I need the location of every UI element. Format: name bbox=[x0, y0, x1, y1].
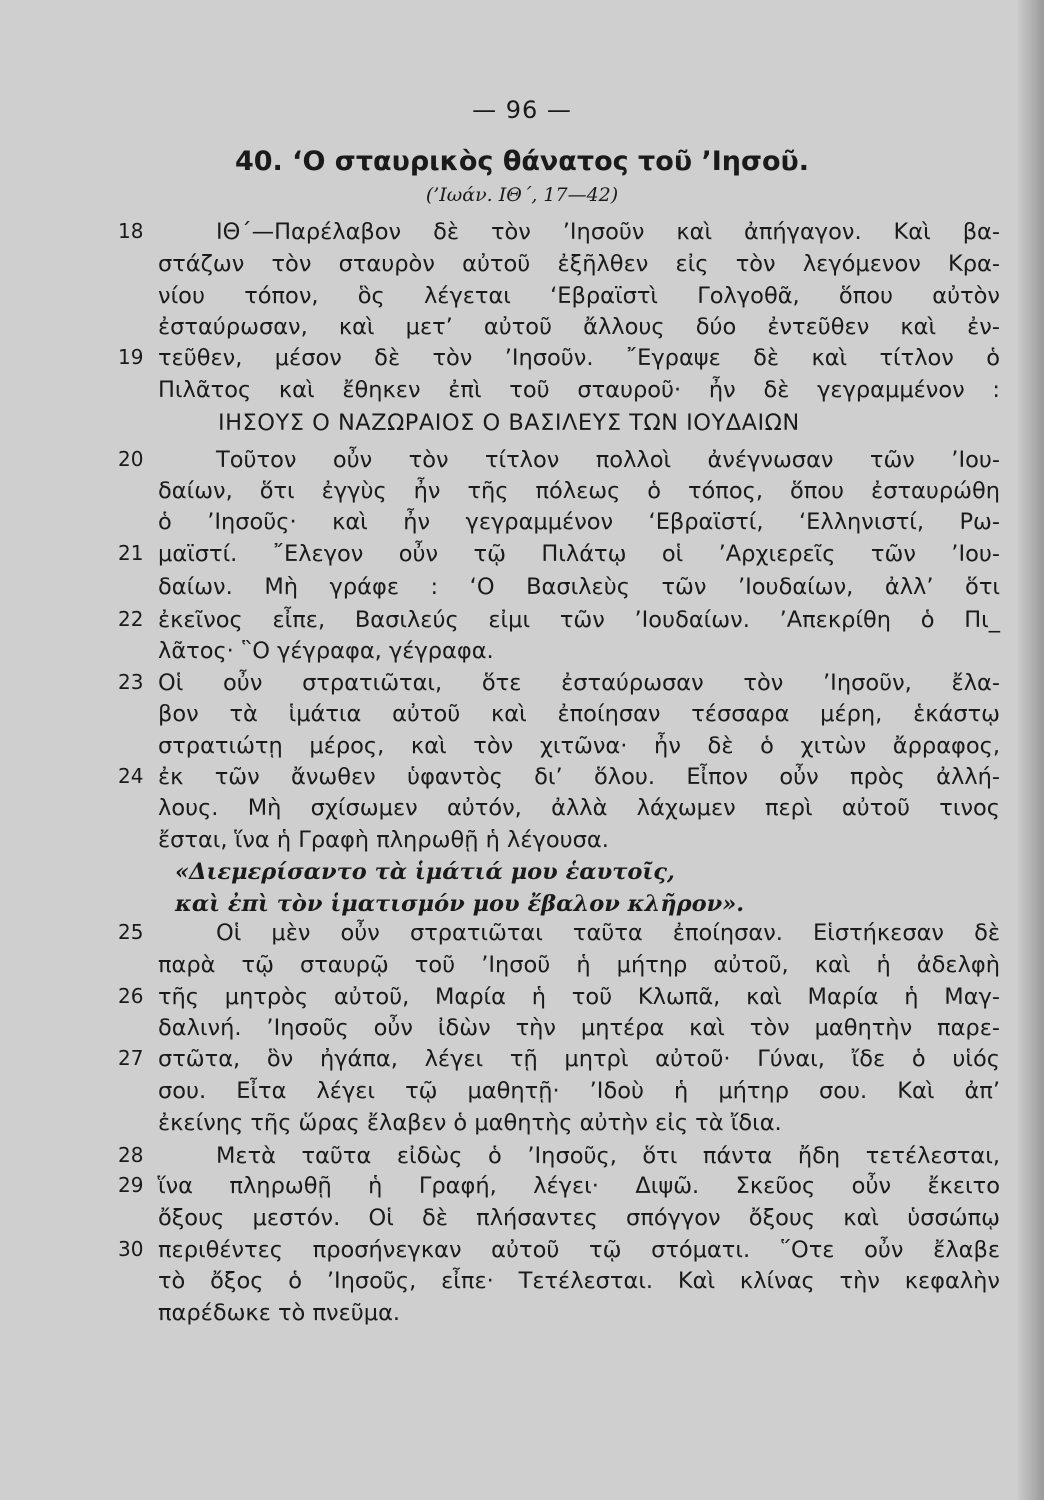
verse-number: 24 bbox=[118, 764, 144, 788]
text-line: περιθέντες προσήνεγκαν αὐτοῦ τῷ στόματι. ῞Οτε οὖν ἔλαβε bbox=[158, 1237, 1000, 1263]
text-line: βον τὰ ἱμάτια αὐτοῦ καὶ ἐποίησαν τέσσαρα μέρη, ἑκάστῳ bbox=[158, 701, 1000, 727]
text-line: δαλινή. ’Ιησοῦς οὖν ἰδὼν τὴν μητέρα καὶ τὸν μαθητὴν παρε- bbox=[158, 1015, 1000, 1041]
text-line: Μετὰ ταῦτα εἰδὼς ὁ ’Ιησοῦς, ὅτι πάντα ἤδη τετέλεσται, bbox=[216, 1143, 1000, 1169]
text-line: ἐκείνης τῆς ὥρας ἔλαβεν ὁ μαθητὴς αὐτὴν εἰς τὰ ἴδια. bbox=[158, 1110, 782, 1136]
text-line: ἐκ τῶν ἄνωθεν ὑφαντὸς δι’ ὅλου. Εἶπον οὖν πρὸς ἀλλή- bbox=[158, 764, 1000, 790]
verse-number: 19 bbox=[118, 345, 144, 369]
text-line: στῶτα, ὃν ἠγάπα, λέγει τῇ μητρὶ αὐτοῦ· Γύναι, ἴδε ὁ υἱός bbox=[158, 1046, 1000, 1072]
scripture-reference: (’Ιωάν. ΙΘ΄, 17—42) bbox=[425, 184, 619, 206]
text-line: λους. Μὴ σχίσωμεν αὐτόν, ἀλλὰ λάχωμεν περὶ αὐτοῦ τινος bbox=[158, 795, 1000, 821]
text-line: ΙΘ΄—Παρέλαβον δὲ τὸν ’Ιησοῦν καὶ ἀπήγαγον. Καὶ βα- bbox=[216, 219, 1000, 245]
page-edge-shadow bbox=[1018, 0, 1044, 1500]
text-line: παρὰ τῷ σταυρῷ τοῦ ’Ιησοῦ ἡ μήτηρ αὐτοῦ, καὶ ἡ ἀδελφὴ bbox=[158, 952, 1000, 978]
text-line: τὸ ὄξος ὁ ’Ιησοῦς, εἶπε· Τετέλεσται. Καὶ κλίνας τὴν κεφαλὴν bbox=[158, 1268, 1000, 1294]
verse-number: 27 bbox=[118, 1046, 144, 1070]
verse-number: 28 bbox=[118, 1143, 144, 1167]
text-line: ἐσταύρωσαν, καὶ μετ’ αὐτοῦ ἄλλους δύο ἐντεῦθεν καὶ ἐν- bbox=[158, 314, 1000, 340]
section-title: 40. ‘Ο σταυρικὸς θάνατος τοῦ ’Ιησοῦ. bbox=[234, 146, 810, 177]
verse-number: 26 bbox=[118, 984, 144, 1008]
text-line: ἐκεῖνος εἶπε, Βασιλεύς εἰμι τῶν ’Ιουδαίων. ’Απεκρίθη ὁ Πι_ bbox=[158, 607, 1000, 633]
text-line: μαϊστί. ῎Ελεγον οὖν τῷ Πιλάτῳ οἱ ’Αρχιερεῖς τῶν ’Ιου- bbox=[158, 541, 1000, 567]
text-line: Τοῦτον οὖν τὸν τίτλον πολλοὶ ἀνέγνωσαν τῶν ’Ιου- bbox=[216, 447, 1000, 473]
text-line: στάζων τὸν σταυρὸν αὐτοῦ ἐξῆλθεν εἰς τὸν λεγόμενον Κρα- bbox=[158, 251, 1000, 277]
verse-number: 30 bbox=[118, 1237, 144, 1261]
verse-number: 21 bbox=[118, 541, 144, 565]
text-line: τεῦθεν, μέσον δὲ τὸν ’Ιησοῦν. ῎Εγραψε δὲ καὶ τίτλον ὁ bbox=[158, 345, 1000, 371]
quotation-line: «Διεμερίσαντο τὰ ἱμάτιά μου ἑαυτοῖς, bbox=[175, 859, 675, 885]
text-line: ἔσται, ἵνα ἡ Γραφὴ πληρωθῇ ἡ λέγουσα. bbox=[158, 827, 609, 853]
text-line: Πιλᾶτος καὶ ἔθηκεν ἐπὶ τοῦ σταυροῦ· ἦν δὲ γεγραμμένον : bbox=[158, 377, 1000, 403]
text-line: λᾶτος· ῝Ο γέγραφα, γέγραφα. bbox=[158, 638, 494, 664]
text-line: δαίων, ὅτι ἐγγὺς ἦν τῆς πόλεως ὁ τόπος, ὅπου ἐσταυρώθη bbox=[158, 478, 1000, 504]
text-line: παρέδωκε τὸ πνεῦμα. bbox=[158, 1300, 401, 1326]
text-line: ἵνα πληρωθῇ ἡ Γραφή, λέγει· Διψῶ. Σκεῦος οὖν ἔκειτο bbox=[158, 1173, 1000, 1199]
quotation-line: καὶ ἐπὶ τὸν ἱματισμόν μου ἔβαλον κλῆρον». bbox=[175, 891, 745, 917]
text-line: στρατιώτῃ μέρος, καὶ τὸν χιτῶνα· ἦν δὲ ὁ χιτὼν ἄρραφος, bbox=[158, 733, 1000, 759]
inscription-line: ΙΗΣΟΥΣ Ο ΝΑΖΩΡΑΙΟΣ Ο ΒΑΣΙΛΕΥΣ ΤΩΝ ΙΟΥΔΑΙΩΝ bbox=[218, 410, 800, 436]
text-line: νίου τόπον, ὃς λέγεται ‘Εβραϊστὶ Γολγοθᾶ, ὅπου αὐτὸν bbox=[158, 283, 1000, 309]
page-number: — 96 — bbox=[472, 96, 572, 124]
text-line: δαίων. Μὴ γράφε : ‘Ο Βασιλεὺς τῶν ’Ιουδαίων, ἀλλ’ ὅτι bbox=[158, 574, 1000, 600]
text-line: ὄξους μεστόν. Οἱ δὲ πλήσαντες σπόγγον ὄξους καὶ ὑσσώπῳ bbox=[158, 1205, 1000, 1231]
verse-number: 20 bbox=[118, 447, 144, 471]
text-line: Οἱ οὖν στρατιῶται, ὅτε ἐσταύρωσαν τὸν ’Ιησοῦν, ἔλα- bbox=[158, 670, 1000, 696]
verse-number: 22 bbox=[118, 607, 144, 631]
text-line: σου. Εἶτα λέγει τῷ μαθητῇ· ’Ιδοὺ ἡ μήτηρ σου. Καὶ ἀπ’ bbox=[158, 1078, 1000, 1104]
verse-number: 18 bbox=[118, 219, 144, 243]
text-line: τῆς μητρὸς αὐτοῦ, Μαρία ἡ τοῦ Κλωπᾶ, καὶ Μαρία ἡ Μαγ- bbox=[158, 984, 1000, 1010]
verse-number: 29 bbox=[118, 1173, 144, 1197]
text-line: ὁ ’Ιησοῦς· καὶ ἦν γεγραμμένον ‘Εβραϊστί, ‘Ελληνιστί, Ρω- bbox=[158, 509, 1000, 535]
text-line: Οἱ μὲν οὖν στρατιῶται ταῦτα ἐποίησαν. Εἱστήκεσαν δὲ bbox=[216, 920, 1000, 946]
verse-number: 23 bbox=[118, 670, 144, 694]
verse-number: 25 bbox=[118, 920, 144, 944]
